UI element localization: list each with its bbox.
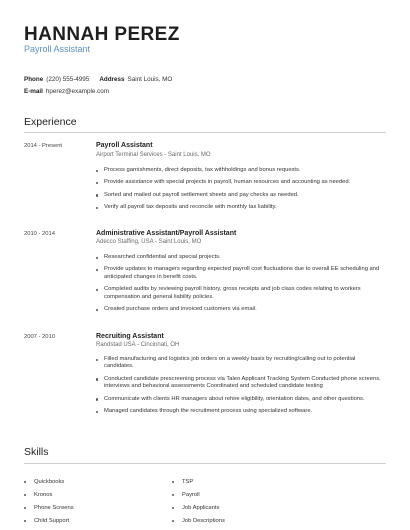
skill-item: Child Support <box>24 517 174 530</box>
job-bullets <box>96 254 386 318</box>
job-bullets <box>96 167 386 217</box>
job-bullet: Completed audits by reviewing payroll history, gross receipts and job class codes relating to workers compensation and general liability policies. <box>96 286 386 301</box>
job-title: Recruiting Assistant <box>96 333 164 340</box>
job-bullet: Created purchase orders and invoiced customers via email. <box>96 306 386 313</box>
skill-item: Job Applicants <box>172 504 322 517</box>
experience-divider <box>24 132 386 133</box>
experience-heading: Experience <box>24 116 77 128</box>
phone-value: (220) 555-4995 <box>46 76 90 83</box>
job-title: Administrative Assistant/Payroll Assistant <box>96 230 237 237</box>
job-dates: 2010 - 2014 <box>24 231 55 237</box>
address-label: Address <box>99 76 125 83</box>
skill-item: Job Descriptions <box>172 517 322 530</box>
job-company: Randstad USA - Cincinnati, OH <box>96 342 180 348</box>
skill-item: Quickbooks <box>24 478 174 491</box>
skill-item: Phone Screens <box>24 504 174 517</box>
job-company: Adecco Staffing, USA - Saint Louis, MO <box>96 239 202 245</box>
contact-line-1 <box>24 76 172 83</box>
job-company: Airport Terminal Services - Saint Louis, MO <box>96 152 211 158</box>
skill-item: Kronos <box>24 491 174 504</box>
job-title: Payroll Assistant <box>96 142 153 149</box>
resume-title: Payroll Assistant <box>24 44 91 54</box>
skills-list-left <box>24 478 174 530</box>
job-bullet: Sorted and mailed out payroll settlement sheets and pay checks as needed. <box>96 192 386 199</box>
job-dates: 2014 - Present <box>24 143 63 149</box>
job-bullets <box>96 356 386 420</box>
skills-heading: Skills <box>24 446 49 458</box>
job-bullet: Provide updates to managers regarding expected payroll cost fluctuations due to overall EE scheduling and anticipated changes in benefit costs. <box>96 266 386 281</box>
skill-item: Payroll <box>172 491 322 504</box>
job-bullet: Filled manufacturing and logistics job orders on a weekly basis by recruiting/calling out to potential candidates. <box>96 356 386 371</box>
skill-item: TSP <box>172 478 322 491</box>
phone-label: Phone <box>24 76 44 83</box>
skills-list-right <box>172 478 322 530</box>
job-bullet: Process garnishments, direct deposits, tax withholdings and bonus requests. <box>96 167 386 174</box>
skills-divider <box>24 463 386 464</box>
job-bullet: Provide assistance with special projects in payroll, human resources and accounting as needed. <box>96 179 386 186</box>
email-value[interactable]: hperez@example.com <box>45 88 109 95</box>
job-bullet: Conducted candidate prescreening process via Taleo Applicant Tracking System Conducted phone screens, interviews and behavioral assessments Coordinated and scheduled candidate testing <box>96 376 386 391</box>
resume-name: HANNAH PEREZ <box>24 24 180 45</box>
job-bullet: Verify all payroll tax deposits and reconcile with monthly tax liability. <box>96 204 386 211</box>
contact-line-2 <box>24 88 109 95</box>
job-bullet: Communicate with clients HR managers about rehire eligibility, orientation dates, and other questions. <box>96 396 386 403</box>
address-value: Saint Louis, MO <box>127 76 173 83</box>
job-bullet: Researched confidential and special projects. <box>96 254 386 261</box>
job-bullet: Managed candidates through the recruitment process using specialized software. <box>96 408 386 415</box>
email-label: E-mail <box>24 88 43 95</box>
job-dates: 2007 - 2010 <box>24 334 55 340</box>
